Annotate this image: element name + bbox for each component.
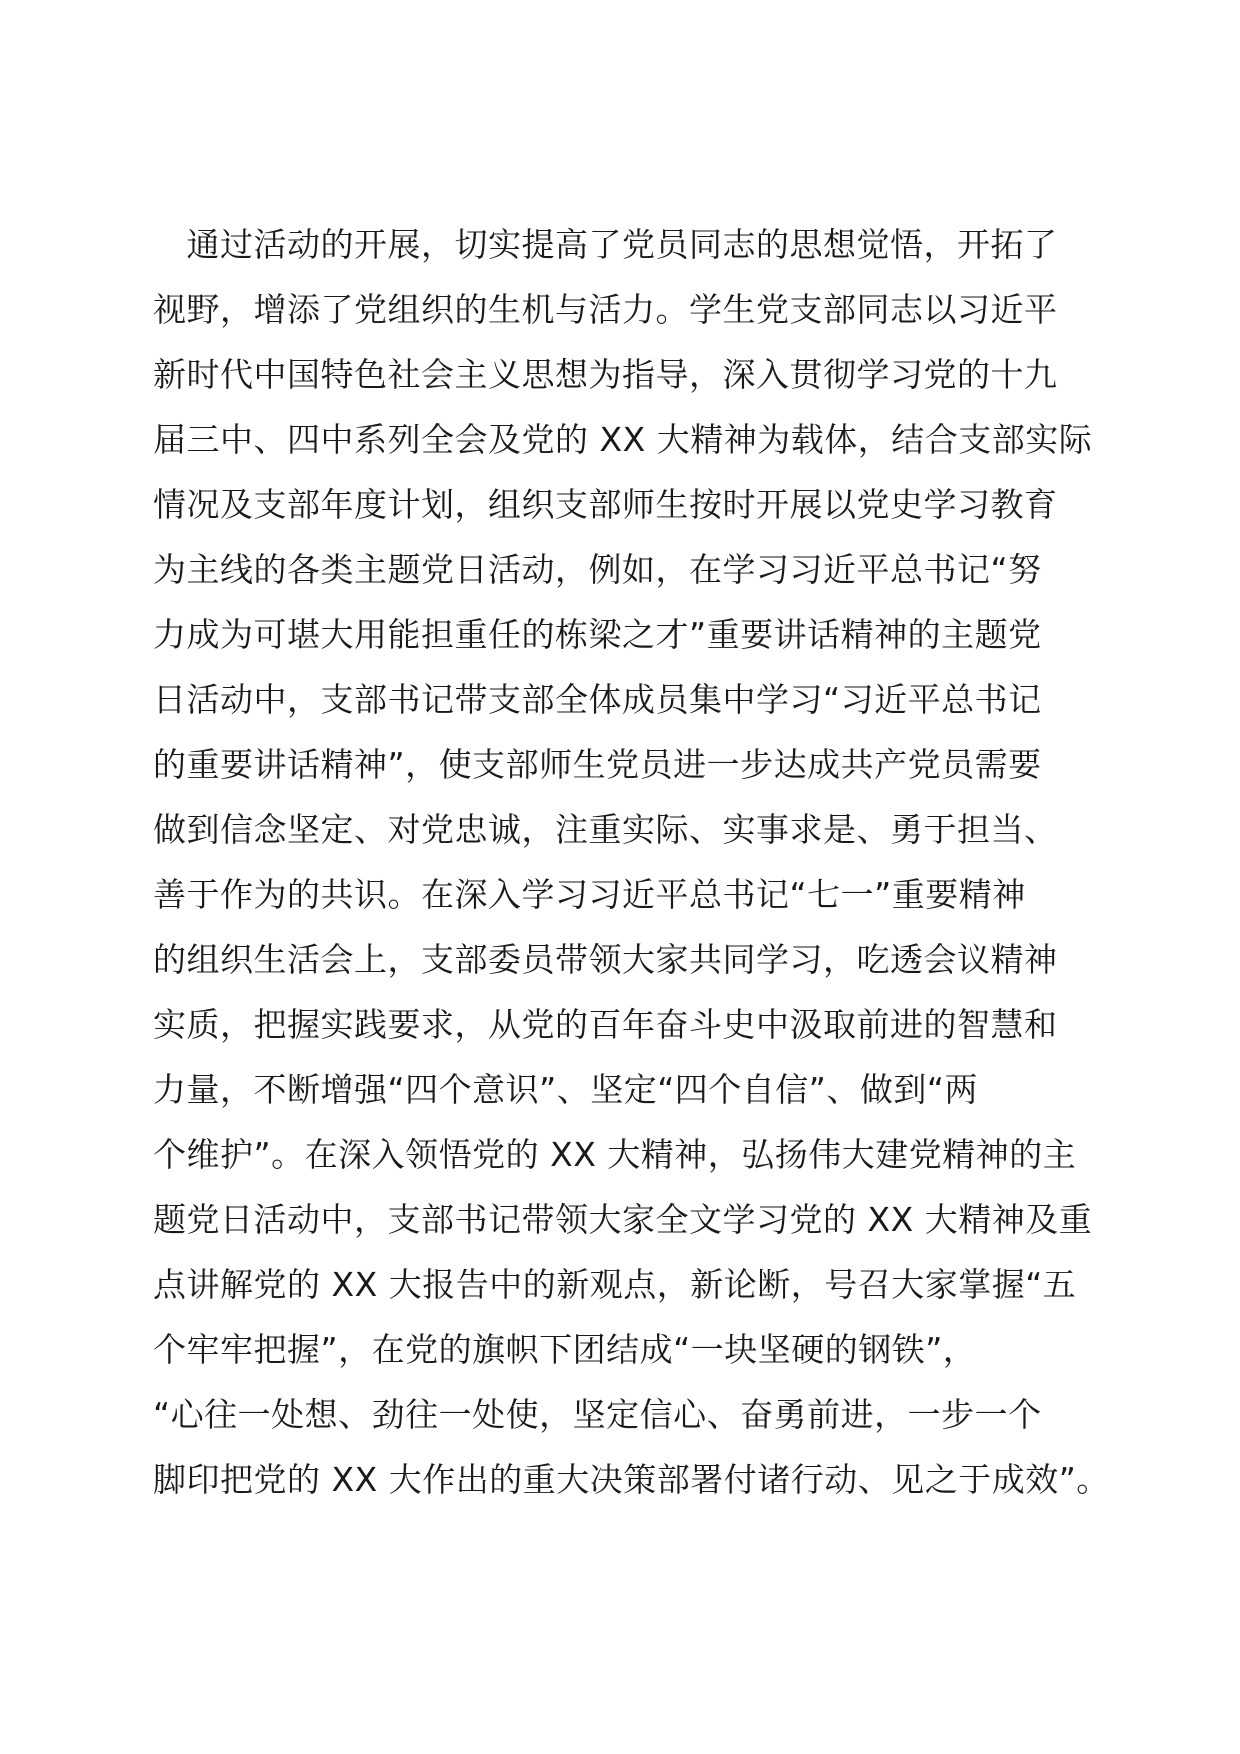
paragraph-line: 力量，不断增强“四个意识”、坚定“四个自信”、做到“两: [153, 1070, 978, 1109]
paragraph-line: 做到信念坚定、对党忠诚，注重实际、实事求是、勇于担当、: [153, 810, 1058, 849]
paragraph-line: 视野，增添了党组织的生机与活力。学生党支部同志以习近平: [153, 290, 1058, 329]
paragraph-line: 个牢牢把握”，在党的旗帜下团结成“一块坚硬的钢铁”，: [153, 1330, 977, 1369]
paragraph-line: 力成为可堪大用能担重任的栋梁之才”重要讲话精神的主题党: [153, 615, 1042, 654]
paragraph-line: 脚印把党的 XX 大作出的重大决策部署付诸行动、见之于成效”。: [153, 1460, 1110, 1499]
paragraph-line: 题党日活动中，支部书记带领大家全文学习党的 XX 大精神及重: [153, 1200, 1093, 1239]
paragraph-line: 为主线的各类主题党日活动，例如，在学习习近平总书记“努: [153, 550, 1042, 589]
paragraph-line: 的重要讲话精神”，使支部师生党员进一步达成共产党员需要: [153, 745, 1042, 784]
paragraph-line: 的组织生活会上，支部委员带领大家共同学习，吃透会议精神: [153, 940, 1058, 979]
paragraph-line: 善于作为的共识。在深入学习习近平总书记“七一”重要精神: [153, 875, 1026, 914]
paragraph-line: 通过活动的开展，切实提高了党员同志的思想觉悟，开拓了: [153, 225, 1058, 264]
paragraph-line: 情况及支部年度计划，组织支部师生按时开展以党史学习教育: [153, 485, 1058, 524]
paragraph-line: “心往一处想、劲往一处使，坚定信心、奋勇前进，一步一个: [153, 1395, 1042, 1434]
paragraph-line: 日活动中，支部书记带支部全体成员集中学习“习近平总书记: [153, 680, 1042, 719]
paragraph-line: 个维护”。在深入领悟党的 XX 大精神，弘扬伟大建党精神的主: [153, 1135, 1077, 1174]
paragraph-line: 点讲解党的 XX 大报告中的新观点，新论断，号召大家掌握“五: [153, 1265, 1077, 1304]
paragraph-line: 届三中、四中系列全会及党的 XX 大精神为载体，结合支部实际: [153, 420, 1093, 459]
paragraph-line: 实质，把握实践要求，从党的百年奋斗史中汲取前进的智慧和: [153, 1005, 1058, 1044]
paragraph-line: 新时代中国特色社会主义思想为指导，深入贯彻学习党的十九: [153, 355, 1058, 394]
body-paragraph: [153, 212, 1110, 1512]
